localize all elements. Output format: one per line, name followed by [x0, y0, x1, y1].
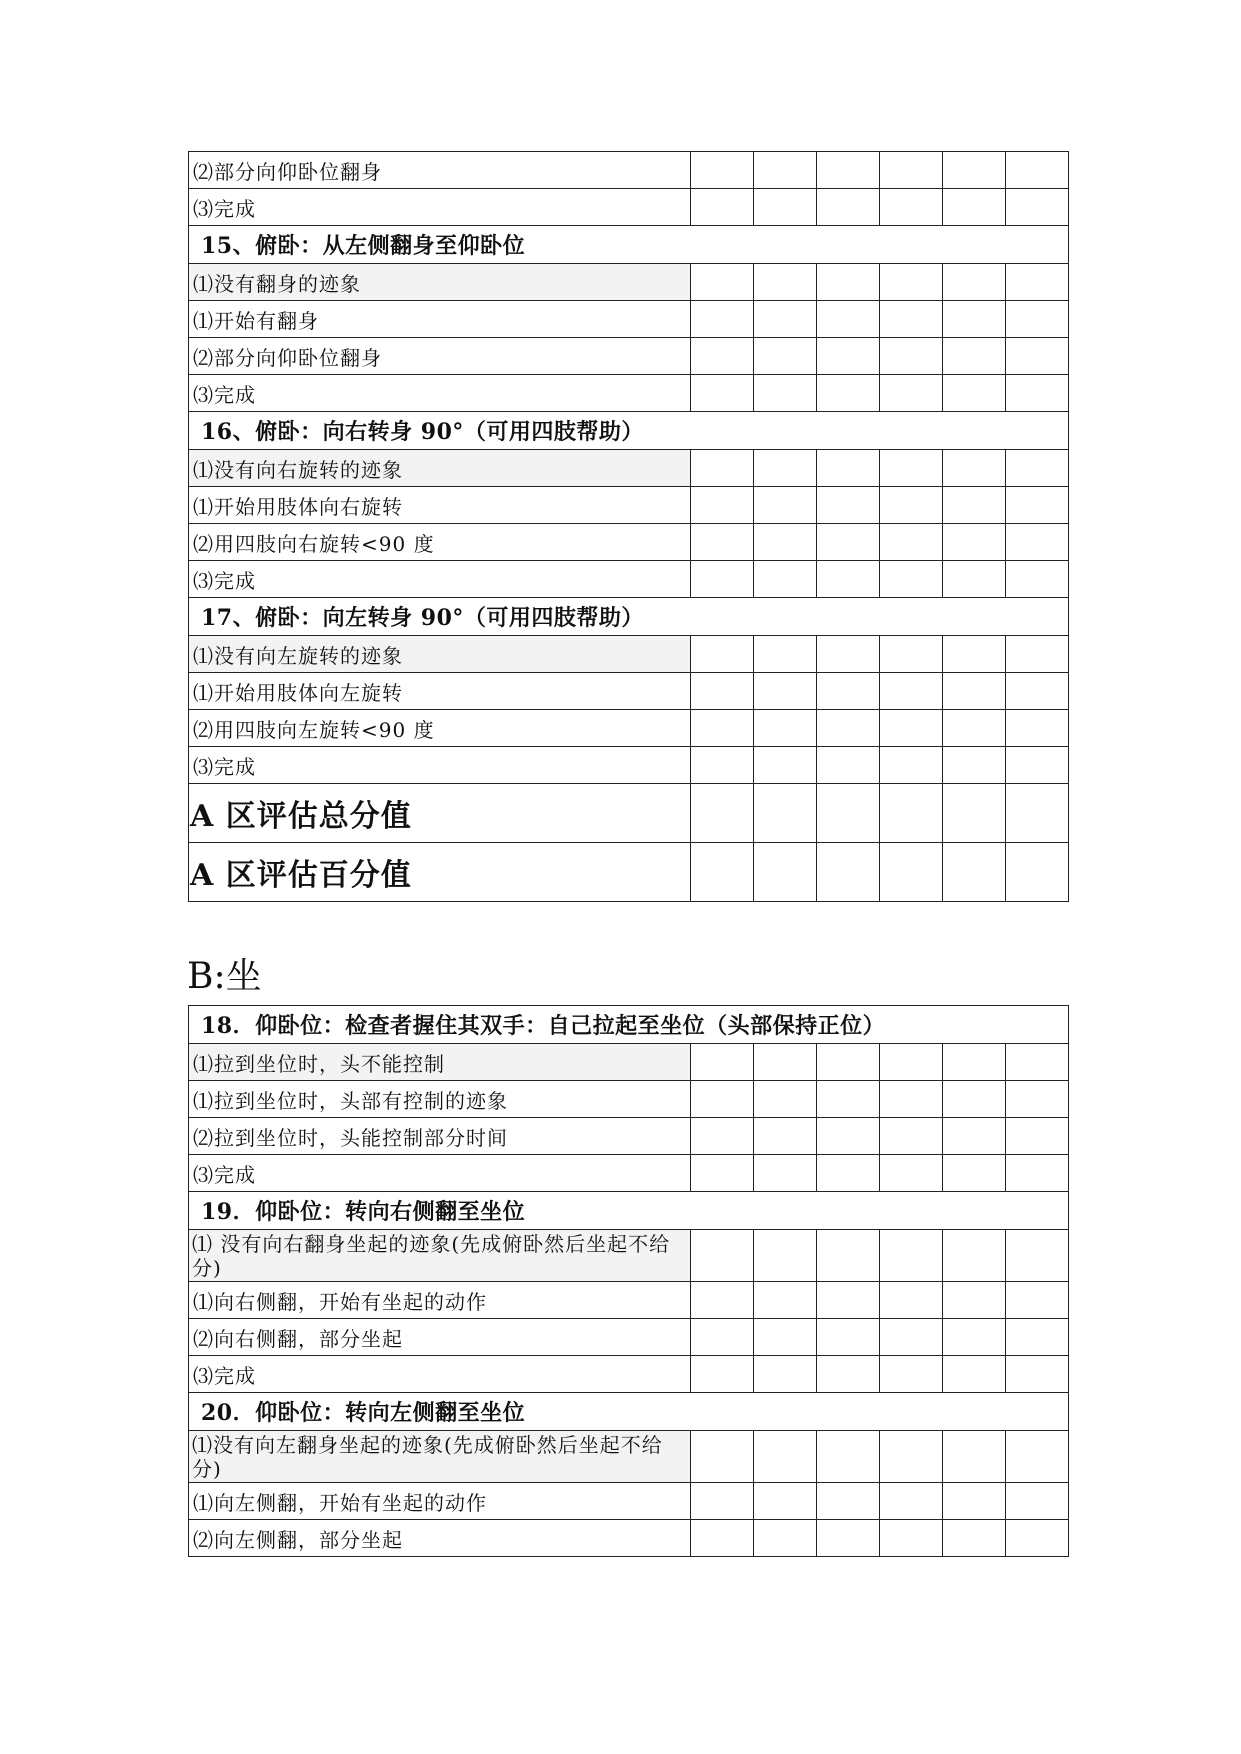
score-cell[interactable]: [1006, 636, 1069, 673]
score-cell[interactable]: [880, 152, 943, 189]
option-label: ⑴拉到坐位时，头不能控制: [189, 1044, 691, 1081]
score-cell[interactable]: [691, 1520, 754, 1557]
option-row: [189, 1155, 1069, 1192]
score-cell[interactable]: [691, 264, 754, 301]
option-row: [189, 1431, 1069, 1483]
score-cell[interactable]: [1006, 375, 1069, 412]
score-cell[interactable]: [691, 710, 754, 747]
option-row: [189, 1282, 1069, 1319]
score-cell[interactable]: [943, 747, 1006, 784]
score-cell[interactable]: [691, 1081, 754, 1118]
score-cell[interactable]: [691, 561, 754, 598]
score-cell[interactable]: [1006, 1356, 1069, 1393]
option-row: [189, 487, 1069, 524]
score-cell[interactable]: [880, 264, 943, 301]
item-header-row: [189, 1192, 1069, 1230]
score-cell[interactable]: [754, 1356, 817, 1393]
score-cell[interactable]: [943, 843, 1006, 902]
option-label: ⑶完成: [189, 375, 691, 412]
score-cell[interactable]: [943, 1155, 1006, 1192]
score-cell[interactable]: [691, 301, 754, 338]
option-row: [189, 1483, 1069, 1520]
score-cell[interactable]: [1006, 561, 1069, 598]
score-cell[interactable]: [880, 189, 943, 226]
item-header-row: [189, 598, 1069, 636]
score-cell[interactable]: [754, 747, 817, 784]
score-cell[interactable]: [943, 1483, 1006, 1520]
option-row: [189, 375, 1069, 412]
option-label: ⑴没有向左翻身坐起的迹象(先成俯卧然后坐起不给分): [189, 1431, 691, 1483]
score-cell[interactable]: [691, 1044, 754, 1081]
score-cell[interactable]: [817, 710, 880, 747]
score-cell[interactable]: [817, 843, 880, 902]
score-cell[interactable]: [943, 1118, 1006, 1155]
option-row: [189, 189, 1069, 226]
score-cell[interactable]: [880, 843, 943, 902]
score-cell[interactable]: [1006, 784, 1069, 843]
score-cell[interactable]: [817, 487, 880, 524]
score-cell[interactable]: [880, 1155, 943, 1192]
option-row: [189, 1081, 1069, 1118]
score-cell[interactable]: [943, 1356, 1006, 1393]
item-header-row: [189, 1393, 1069, 1431]
score-cell[interactable]: [1006, 1230, 1069, 1282]
score-cell[interactable]: [943, 561, 1006, 598]
section-a-rows: [189, 152, 1069, 902]
option-row: [189, 710, 1069, 747]
score-cell[interactable]: [754, 524, 817, 561]
score-cell[interactable]: [817, 1081, 880, 1118]
option-label: ⑶完成: [189, 747, 691, 784]
option-label: ⑵向左侧翻，部分坐起: [189, 1520, 691, 1557]
score-cell[interactable]: [943, 673, 1006, 710]
option-label: ⑴向右侧翻，开始有坐起的动作: [189, 1282, 691, 1319]
score-cell[interactable]: [817, 1118, 880, 1155]
score-cell[interactable]: [754, 1118, 817, 1155]
score-cell[interactable]: [817, 1155, 880, 1192]
score-cell[interactable]: [880, 1319, 943, 1356]
option-row: [189, 673, 1069, 710]
option-label: ⑴ 没有向右翻身坐起的迹象(先成俯卧然后坐起不给分): [189, 1230, 691, 1282]
score-cell[interactable]: [943, 636, 1006, 673]
score-cell[interactable]: [1006, 524, 1069, 561]
score-cell[interactable]: [754, 1282, 817, 1319]
score-cell[interactable]: [691, 450, 754, 487]
item-header-row: [189, 1006, 1069, 1044]
score-cell[interactable]: [754, 1081, 817, 1118]
score-cell[interactable]: [943, 152, 1006, 189]
option-row: [189, 1356, 1069, 1393]
score-cell[interactable]: [754, 264, 817, 301]
score-cell[interactable]: [691, 1431, 754, 1483]
score-cell[interactable]: [1006, 843, 1069, 902]
score-cell[interactable]: [880, 636, 943, 673]
score-cell[interactable]: [817, 1282, 880, 1319]
summary-row: [189, 843, 1069, 902]
section-b-rows: [189, 1006, 1069, 1557]
score-cell[interactable]: [817, 152, 880, 189]
score-cell[interactable]: [880, 784, 943, 843]
score-cell[interactable]: [691, 636, 754, 673]
score-cell[interactable]: [1006, 747, 1069, 784]
option-label: ⑵用四肢向右旋转<90 度: [189, 524, 691, 561]
score-cell[interactable]: [817, 673, 880, 710]
score-cell[interactable]: [754, 1230, 817, 1282]
score-cell[interactable]: [1006, 487, 1069, 524]
score-cell[interactable]: [1006, 673, 1069, 710]
option-row: [189, 561, 1069, 598]
score-cell[interactable]: [691, 338, 754, 375]
score-cell[interactable]: [880, 1044, 943, 1081]
score-cell[interactable]: [754, 1044, 817, 1081]
score-cell[interactable]: [754, 1520, 817, 1557]
option-label: ⑶完成: [189, 561, 691, 598]
score-cell[interactable]: [1006, 1118, 1069, 1155]
score-cell[interactable]: [1006, 338, 1069, 375]
option-row: [189, 338, 1069, 375]
option-label: ⑴拉到坐位时，头部有控制的迹象: [189, 1081, 691, 1118]
option-row: [189, 524, 1069, 561]
score-cell[interactable]: [880, 1230, 943, 1282]
score-cell[interactable]: [817, 747, 880, 784]
score-cell[interactable]: [1006, 1431, 1069, 1483]
score-cell[interactable]: [880, 487, 943, 524]
score-cell[interactable]: [1006, 1155, 1069, 1192]
option-row: [189, 1044, 1069, 1081]
score-cell[interactable]: [754, 189, 817, 226]
score-cell[interactable]: [1006, 1319, 1069, 1356]
score-cell[interactable]: [754, 487, 817, 524]
option-label: ⑵部分向仰卧位翻身: [189, 152, 691, 189]
item-header: 17、俯卧：向左转身 90°（可用四肢帮助）: [189, 598, 1069, 636]
summary-row: [189, 784, 1069, 843]
score-cell[interactable]: [817, 1319, 880, 1356]
option-row: [189, 301, 1069, 338]
score-cell[interactable]: [880, 1431, 943, 1483]
option-row: [189, 1319, 1069, 1356]
score-cell[interactable]: [691, 673, 754, 710]
score-cell[interactable]: [817, 1356, 880, 1393]
score-cell[interactable]: [754, 450, 817, 487]
option-label: ⑶完成: [189, 1155, 691, 1192]
score-cell[interactable]: [817, 1520, 880, 1557]
score-cell[interactable]: [1006, 1483, 1069, 1520]
score-cell[interactable]: [1006, 1044, 1069, 1081]
score-cell[interactable]: [943, 1520, 1006, 1557]
option-label: ⑶完成: [189, 189, 691, 226]
score-cell[interactable]: [880, 450, 943, 487]
score-cell[interactable]: [691, 1230, 754, 1282]
score-cell[interactable]: [691, 375, 754, 412]
score-cell[interactable]: [1006, 301, 1069, 338]
score-cell[interactable]: [817, 338, 880, 375]
score-cell[interactable]: [817, 636, 880, 673]
score-cell[interactable]: [1006, 1282, 1069, 1319]
section-b-title: B:坐: [187, 956, 262, 997]
option-row: [189, 1230, 1069, 1282]
score-cell[interactable]: [880, 1081, 943, 1118]
score-cell[interactable]: [943, 784, 1006, 843]
score-cell[interactable]: [754, 561, 817, 598]
score-cell[interactable]: [880, 1118, 943, 1155]
score-cell[interactable]: [943, 487, 1006, 524]
option-label: ⑴没有翻身的迹象: [189, 264, 691, 301]
score-cell[interactable]: [943, 450, 1006, 487]
score-cell[interactable]: [691, 1155, 754, 1192]
summary-label: A 区评估总分值: [189, 784, 691, 843]
score-cell[interactable]: [1006, 710, 1069, 747]
summary-label: A 区评估百分值: [189, 843, 691, 902]
score-cell[interactable]: [817, 375, 880, 412]
score-cell[interactable]: [691, 152, 754, 189]
option-label: ⑵向右侧翻，部分坐起: [189, 1319, 691, 1356]
score-cell[interactable]: [943, 189, 1006, 226]
score-cell[interactable]: [943, 1044, 1006, 1081]
score-cell[interactable]: [754, 152, 817, 189]
score-cell[interactable]: [943, 338, 1006, 375]
score-cell[interactable]: [817, 1230, 880, 1282]
option-label: ⑴没有向左旋转的迹象: [189, 636, 691, 673]
item-header: 19．仰卧位：转向右侧翻至坐位: [189, 1192, 1069, 1230]
option-row: [189, 1118, 1069, 1155]
score-cell[interactable]: [943, 1230, 1006, 1282]
option-label: ⑶完成: [189, 1356, 691, 1393]
score-cell[interactable]: [691, 487, 754, 524]
option-row: [189, 264, 1069, 301]
score-cell[interactable]: [691, 1282, 754, 1319]
score-cell[interactable]: [880, 561, 943, 598]
score-cell[interactable]: [943, 524, 1006, 561]
score-cell[interactable]: [943, 301, 1006, 338]
score-cell[interactable]: [1006, 152, 1069, 189]
score-cell[interactable]: [754, 1431, 817, 1483]
item-header: 18．仰卧位：检查者握住其双手：自己拉起至坐位（头部保持正位）: [189, 1006, 1069, 1044]
score-cell[interactable]: [943, 1319, 1006, 1356]
score-cell[interactable]: [880, 338, 943, 375]
score-cell[interactable]: [691, 747, 754, 784]
score-cell[interactable]: [817, 1483, 880, 1520]
score-cell[interactable]: [817, 1431, 880, 1483]
score-cell[interactable]: [1006, 1520, 1069, 1557]
score-cell[interactable]: [691, 189, 754, 226]
score-cell[interactable]: [817, 524, 880, 561]
option-label: ⑵部分向仰卧位翻身: [189, 338, 691, 375]
score-cell[interactable]: [880, 1282, 943, 1319]
option-row: [189, 1520, 1069, 1557]
score-cell[interactable]: [817, 189, 880, 226]
score-cell[interactable]: [943, 1431, 1006, 1483]
item-header: 20．仰卧位：转向左侧翻至坐位: [189, 1393, 1069, 1431]
score-cell[interactable]: [691, 843, 754, 902]
score-cell[interactable]: [754, 710, 817, 747]
score-cell[interactable]: [1006, 189, 1069, 226]
score-cell[interactable]: [943, 264, 1006, 301]
score-cell[interactable]: [880, 673, 943, 710]
item-header-row: [189, 412, 1069, 450]
item-header-row: [189, 226, 1069, 264]
item-header: 16、俯卧：向右转身 90°（可用四肢帮助）: [189, 412, 1069, 450]
option-row: [189, 450, 1069, 487]
score-cell[interactable]: [880, 1520, 943, 1557]
score-cell[interactable]: [943, 1081, 1006, 1118]
score-cell[interactable]: [691, 1118, 754, 1155]
item-header: 15、俯卧：从左侧翻身至仰卧位: [189, 226, 1069, 264]
score-cell[interactable]: [817, 561, 880, 598]
score-cell[interactable]: [754, 1319, 817, 1356]
score-cell[interactable]: [817, 1044, 880, 1081]
option-label: ⑴没有向右旋转的迹象: [189, 450, 691, 487]
score-cell[interactable]: [691, 1483, 754, 1520]
score-cell[interactable]: [754, 375, 817, 412]
score-cell[interactable]: [880, 301, 943, 338]
score-cell[interactable]: [754, 636, 817, 673]
score-cell[interactable]: [817, 301, 880, 338]
score-cell[interactable]: [754, 843, 817, 902]
option-label: ⑴开始用肢体向左旋转: [189, 673, 691, 710]
score-cell[interactable]: [943, 1282, 1006, 1319]
score-cell[interactable]: [943, 375, 1006, 412]
option-row: [189, 152, 1069, 189]
score-cell[interactable]: [817, 784, 880, 843]
score-cell[interactable]: [754, 673, 817, 710]
option-row: [189, 636, 1069, 673]
score-cell[interactable]: [817, 450, 880, 487]
score-cell[interactable]: [880, 747, 943, 784]
option-label: ⑴开始有翻身: [189, 301, 691, 338]
score-cell[interactable]: [943, 710, 1006, 747]
score-cell[interactable]: [754, 338, 817, 375]
score-cell[interactable]: [754, 1155, 817, 1192]
score-cell[interactable]: [880, 375, 943, 412]
score-cell[interactable]: [754, 301, 817, 338]
score-cell[interactable]: [754, 784, 817, 843]
section-b-table: [188, 1005, 1069, 1557]
score-cell[interactable]: [691, 1356, 754, 1393]
option-label: ⑴向左侧翻，开始有坐起的动作: [189, 1483, 691, 1520]
score-cell[interactable]: [880, 1356, 943, 1393]
score-cell[interactable]: [880, 710, 943, 747]
score-cell[interactable]: [880, 1483, 943, 1520]
score-cell[interactable]: [817, 264, 880, 301]
score-cell[interactable]: [1006, 1081, 1069, 1118]
option-label: ⑵用四肢向左旋转<90 度: [189, 710, 691, 747]
score-cell[interactable]: [691, 1319, 754, 1356]
option-label: ⑵拉到坐位时，头能控制部分时间: [189, 1118, 691, 1155]
section-a-table: [188, 151, 1069, 902]
score-cell[interactable]: [754, 1483, 817, 1520]
option-label: ⑴开始用肢体向右旋转: [189, 487, 691, 524]
score-cell[interactable]: [1006, 264, 1069, 301]
score-cell[interactable]: [1006, 450, 1069, 487]
option-row: [189, 747, 1069, 784]
score-cell[interactable]: [691, 524, 754, 561]
score-cell[interactable]: [880, 524, 943, 561]
score-cell[interactable]: [691, 784, 754, 843]
